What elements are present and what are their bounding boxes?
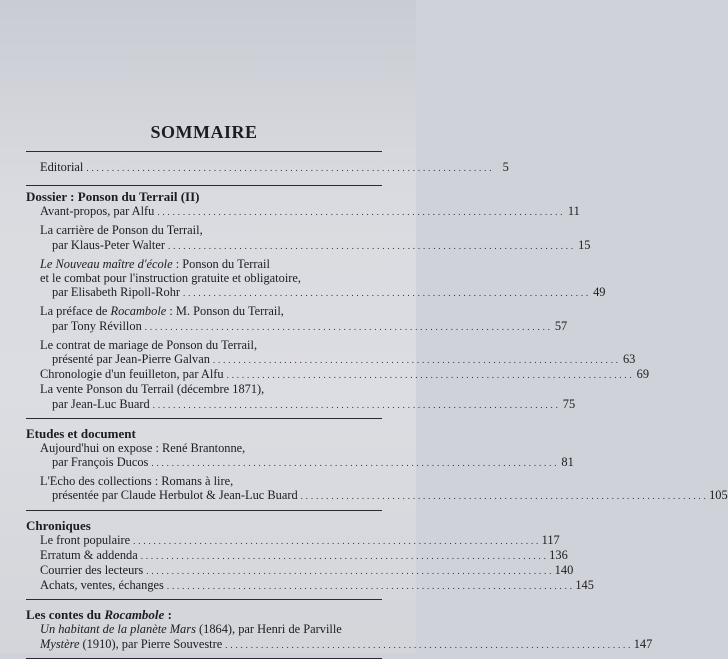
toc-entry: Chronologie d'un feuilleton, par Alfu . . . 69 <box>26 367 382 382</box>
toc-entry: Achats, ventes, échanges . . . 145 <box>26 578 382 593</box>
toc-entry: Mystère (1910), par Pierre Souvestre . . . 147 <box>26 637 382 652</box>
toc-entry: Avant-propos, par Alfu . . . 11 <box>26 204 382 219</box>
toc-entry: Le Nouveau maître d'école : Ponson du Terrail <box>40 256 270 271</box>
section-heading-chroniques: Chroniques <box>26 517 91 533</box>
toc-entry-cont: présenté par Jean-Pierre Galvan . . . 63 <box>26 352 382 367</box>
toc-entry: Un habitant de la planète Mars (1864), par Henri de Parville <box>40 622 342 637</box>
toc-entry: La carrière de Ponson du Terrail, <box>40 223 203 238</box>
toc-entry: La préface de Rocambole : M. Ponson du Terrail, <box>40 304 284 319</box>
toc-entry-cont: et le combat pour l'instruction gratuite et obligatoire, <box>40 271 301 286</box>
toc-entry: Erratum & addenda . . . 136 <box>26 548 382 563</box>
toc-entry-cont: par François Ducos . . . 81 <box>26 455 382 470</box>
divider <box>26 510 382 511</box>
divider <box>26 599 382 600</box>
toc-entry: Courrier des lecteurs . . . 140 <box>26 563 382 578</box>
divider <box>26 151 382 152</box>
toc-entry: Aujourd'hui on expose : René Brantonne, <box>40 440 246 455</box>
toc-entry-editorial: Editorial . . . 5 <box>26 160 382 175</box>
toc-entry-cont: par Jean-Luc Buard . . . 75 <box>26 397 382 412</box>
toc-entry-cont: présentée par Claude Herbulot & Jean-Luc Buard . . . 105 <box>26 488 382 503</box>
divider <box>26 418 382 419</box>
toc-entry: Le contrat de mariage de Ponson du Terrail, <box>40 337 258 352</box>
section-heading-etudes: Etudes et document <box>26 425 136 441</box>
section-heading-contes: Les contes du Rocambole : <box>26 607 172 623</box>
section-heading-dossier: Dossier : Ponson du Terrail (II) <box>26 189 200 205</box>
toc-entry-cont: par Klaus-Peter Walter . . . 15 <box>26 238 382 253</box>
toc-entry: Le front populaire . . . 117 <box>26 533 382 548</box>
toc-entry-cont: par Elisabeth Ripoll-Rohr . . . 49 <box>26 285 382 300</box>
toc-entry-cont: par Tony Révillon . . . 57 <box>26 319 382 334</box>
divider <box>26 185 382 186</box>
page-title: SOMMAIRE <box>150 122 258 142</box>
toc-entry: L'Echo des collections : Romans à lire, <box>40 474 234 489</box>
toc-entry: La vente Ponson du Terrail (décembre 1871), <box>40 382 265 397</box>
